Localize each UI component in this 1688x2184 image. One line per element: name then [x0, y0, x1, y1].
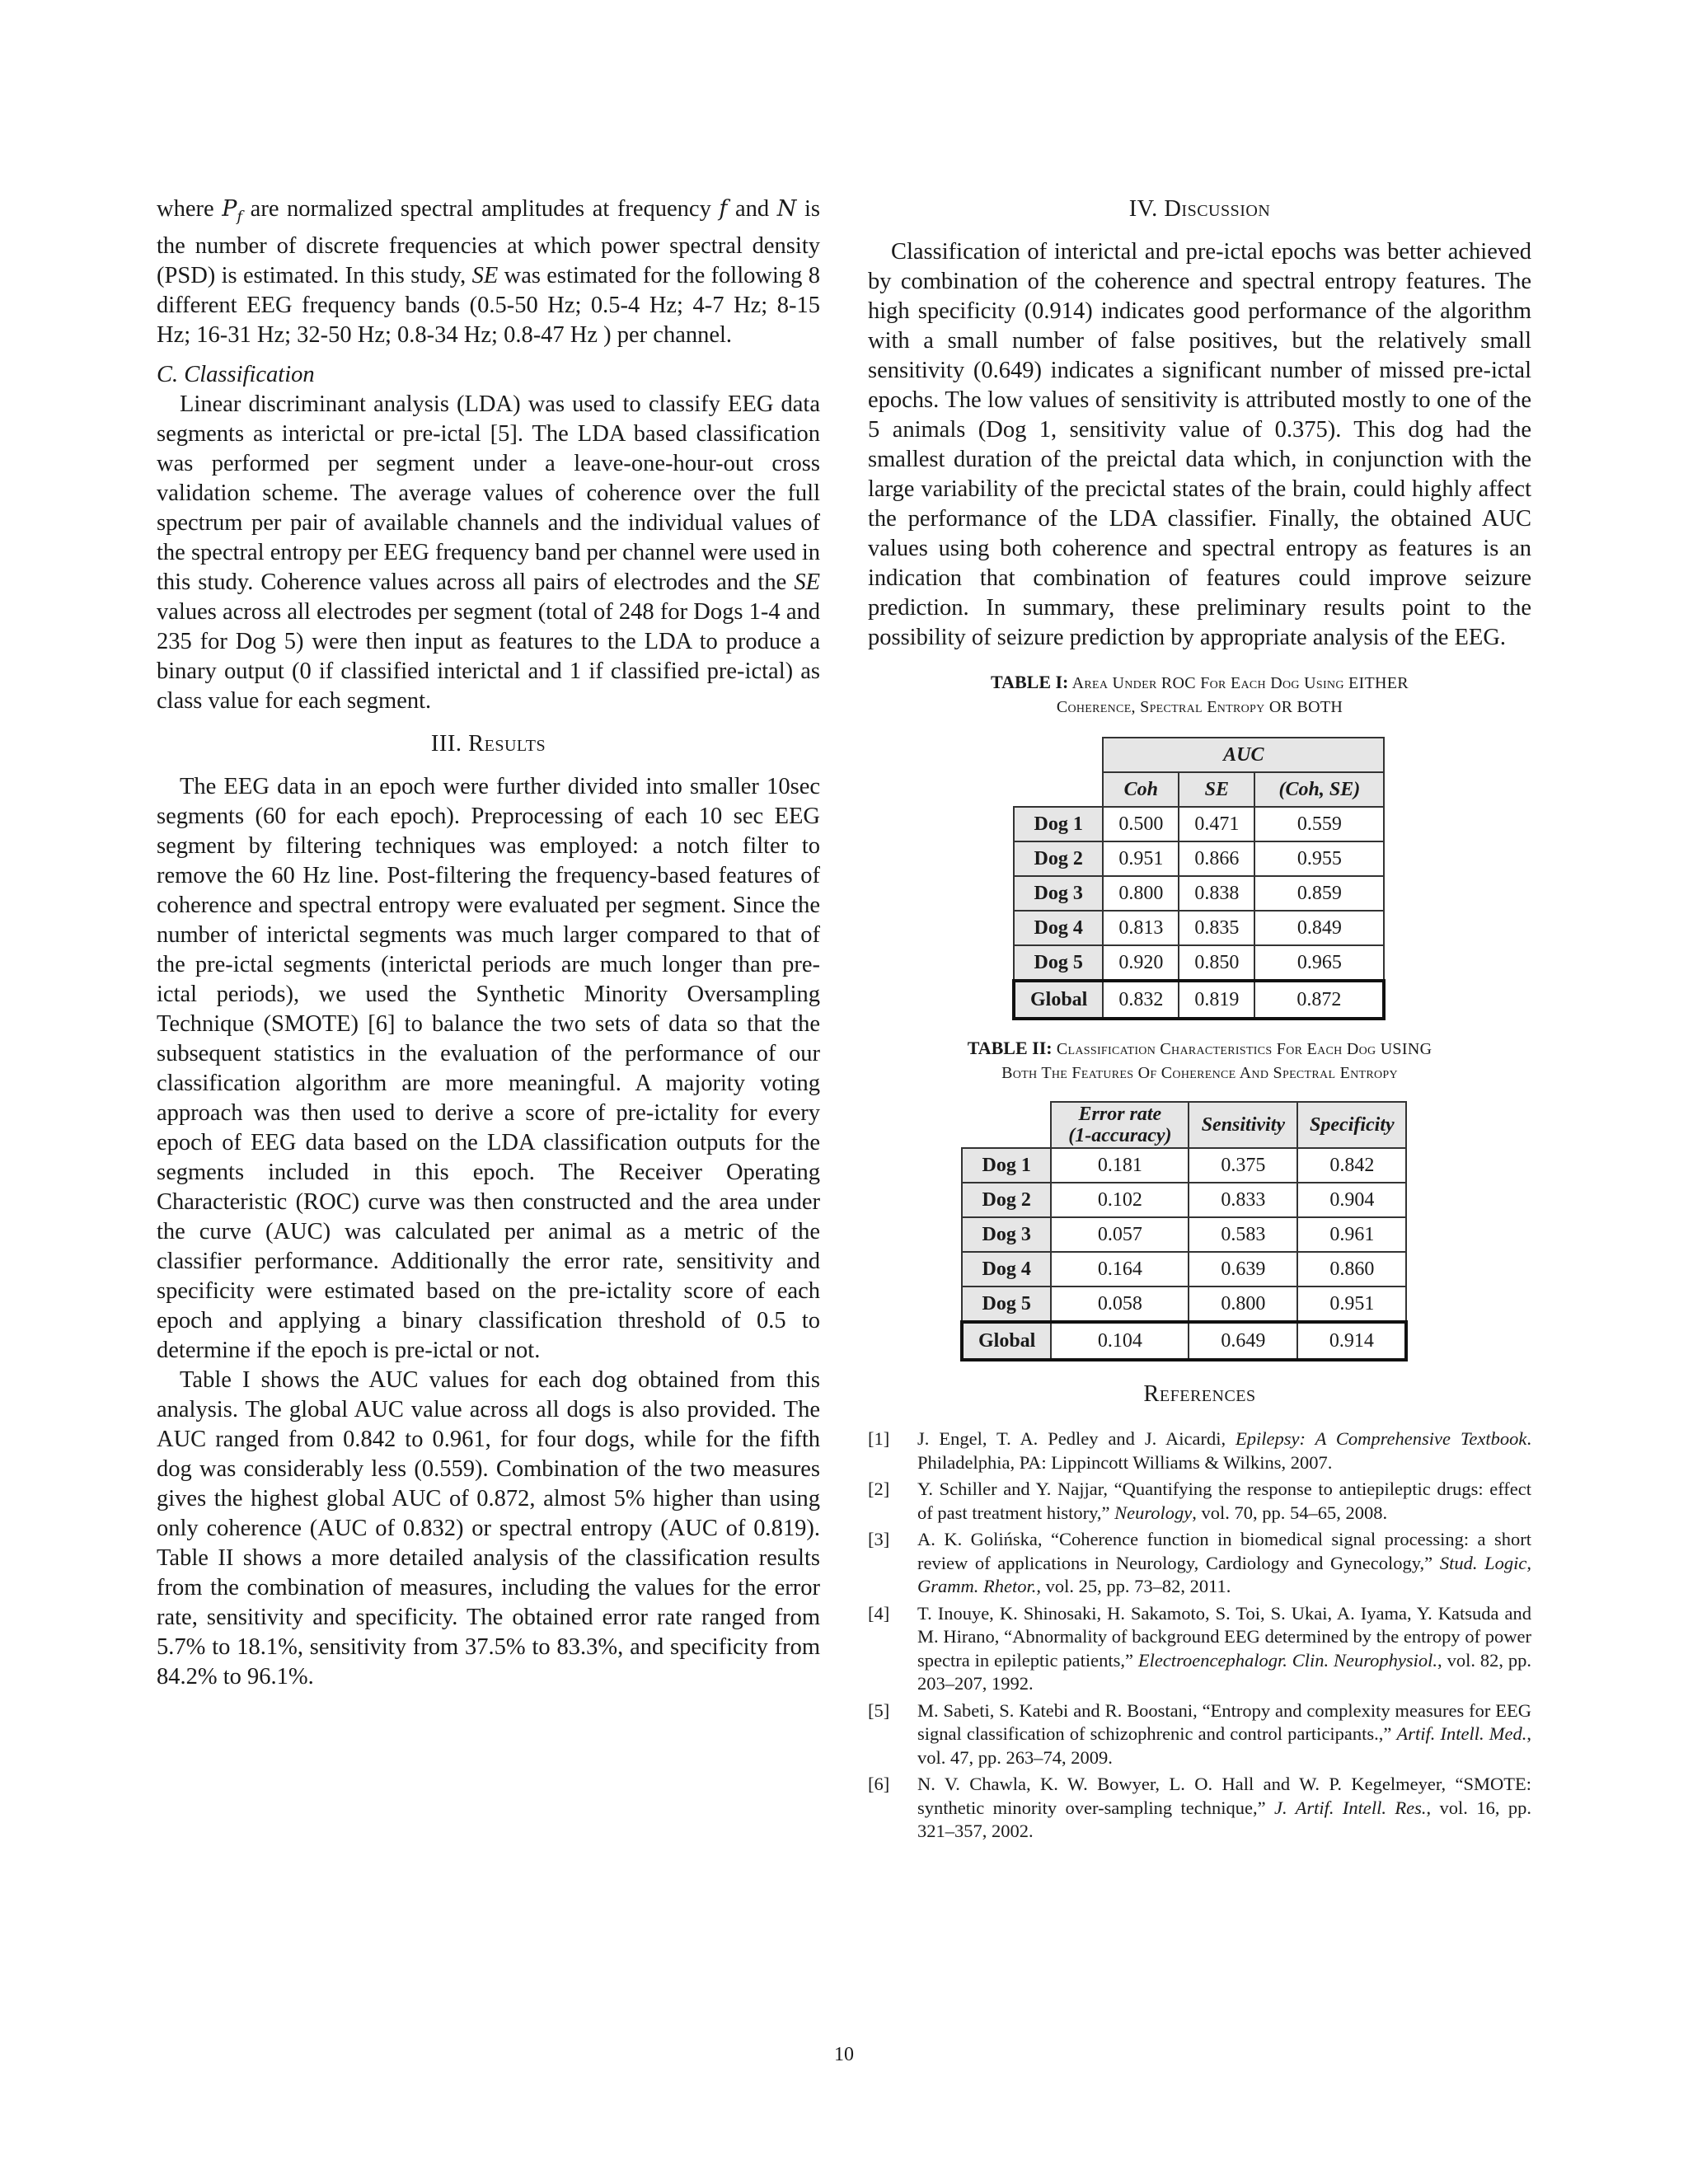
left-column: [157, 194, 820, 1692]
table-cell: 0.859: [1254, 876, 1384, 911]
table-cell: 0.800: [1103, 876, 1179, 911]
table-cell: 0.951: [1297, 1286, 1406, 1322]
table-row: [962, 1148, 1406, 1183]
table1-col-coh: Coh: [1103, 772, 1179, 807]
table2-column-header-row: [962, 1102, 1406, 1148]
table1-group-header-row: [1014, 738, 1384, 772]
table-cell: 0.872: [1254, 981, 1384, 1019]
table1-group-header: AUC: [1103, 738, 1384, 772]
table2-col-sensitivity: Sensitivity: [1189, 1102, 1297, 1148]
row-label: Dog 4: [962, 1252, 1051, 1286]
right-column: [868, 194, 1531, 1847]
table-cell: 0.914: [1297, 1322, 1406, 1360]
reference-item: [6] N. V. Chawla, K. W. Bowyer, L. O. Hall and W. P. Kegelmeyer, “SMOTE: synthetic minority over-sampling technique,” J. Artif. Intell. Res., vol. 16, pp. 321–357, 2002.: [868, 1774, 1531, 1841]
text-span: is the number of discrete frequencies at which power spectral density (PSD) is estimated. In this study,: [157, 196, 820, 289]
table-cell: 0.471: [1179, 807, 1254, 841]
table-cell: 0.375: [1189, 1148, 1297, 1183]
table-cell: 0.920: [1103, 945, 1179, 981]
row-label: Dog 1: [962, 1148, 1051, 1183]
table-row-global: [962, 1322, 1406, 1360]
table2-col-specificity: Specificity: [1297, 1102, 1406, 1148]
table-cell: 0.164: [1051, 1252, 1189, 1286]
page-number: 10: [834, 2044, 854, 2065]
table-row: [962, 1286, 1406, 1322]
table-cell: 0.583: [1189, 1217, 1297, 1252]
section-heading-results: III. Results: [430, 731, 546, 757]
table-cell: 0.860: [1297, 1252, 1406, 1286]
reference-item: [4] T. Inouye, K. Shinosaki, H. Sakamoto, S. Toi, S. Ukai, A. Iyama, Y. Katsuda and M. Hirano, “Abnormality of background EEG determined by the entropy of power spectra in epileptic patients,” Electroencephalogr. Clin. Neurophysiol., vol. 82, pp. 203–207, 1992.: [868, 1602, 1531, 1694]
math-pf: $P_f$: [222, 196, 243, 226]
table-cell: 0.832: [1103, 981, 1179, 1019]
paragraph-discussion: Classification of interictal and pre-ictal epochs was better achieved by combination of the coherence and spectral entropy features. The high specificity (0.914) indicates good performance of the algorithm with a small number of false positives, but the relatively small sensitivity (0.649) indicates a significant number of missed pre-ictal epochs. The low values of sensitivity is attributed mostly to one of the 5 animals (Dog 1, sensitivity value of 0.375). This dog had the smallest duration of the preictal data which, in conjunction with the large variability of the precictal states of the brain, could highly affect the performance of the LDA classifier. Finally, the obtained AUC values using both coherence and spectral entropy as features is an indication that combination of features could improve seizure prediction. In summary, these preliminary results point to the possibility of seizure prediction by appropriate analysis of the EEG.: [868, 239, 1531, 650]
reference-list: [868, 1427, 1531, 1844]
table-cell: 0.104: [1051, 1322, 1189, 1360]
table-cell: 0.559: [1254, 807, 1384, 841]
table-cell: 0.835: [1179, 911, 1254, 945]
reference-item: [2] Y. Schiller and Y. Najjar, “Quantifying the response to antiepileptic drugs: effect of past treatment history,” Neurology, vol. 70, pp. 54–65, 2008.: [868, 1479, 1531, 1523]
table-cell: 0.102: [1051, 1183, 1189, 1217]
table-cell: 0.800: [1189, 1286, 1297, 1322]
table-cell: 0.955: [1254, 841, 1384, 876]
row-label: Dog 5: [1014, 945, 1103, 981]
table-cell: 0.951: [1103, 841, 1179, 876]
math-n: N: [776, 196, 797, 222]
table1-caption: TABLE I: Area Under ROC For Each Dog Using EITHER Coherence, Spectral Entropy OR BOTH: [991, 672, 1409, 716]
table1-col-se: SE: [1179, 772, 1254, 807]
text-span: where: [157, 196, 214, 222]
row-label: Dog 1: [1014, 807, 1103, 841]
subsection-heading-classification: C. Classification: [157, 362, 315, 388]
table-row-global: [1014, 981, 1384, 1019]
reference-item: [1] J. Engel, T. A. Pedley and J. Aicardi, Epilepsy: A Comprehensive Textbook. Philadelphia, PA: Lippincott Williams & Wilkins, 2007.: [868, 1428, 1531, 1473]
paragraph-classification: Linear discriminant analysis (LDA) was used to classify EEG data segments as interictal or pre-ictal [5]. The LDA based classification was performed per segment under a leave-one-hour-out cross validation scheme. The average values of coherence over the full spectrum per pair of available channels and the individual values of the spectral entropy per EEG frequency band per channel were used in this study. Coherence values across all pairs of electrodes and the SE values across all electrodes per segment (total of 248 for Dogs 1-4 and 235 for Dog 5) were then input as features to the LDA to produce a binary output (0 if classified interictal and 1 if classified pre-ictal) as class value for each segment.: [157, 391, 820, 715]
row-label: Dog 2: [962, 1183, 1051, 1217]
text-span: are normalized spectral amplitudes at frequency: [242, 196, 720, 222]
table2-classification: [960, 1101, 1408, 1361]
section-heading-references: References: [1143, 1381, 1256, 1407]
table-cell: 0.961: [1297, 1217, 1406, 1252]
table-row: [1014, 876, 1384, 911]
table2-caption: TABLE II: Classification Characteristics For Each Dog USING Both The Features Of Coherence And Spectral Entropy: [967, 1038, 1432, 1082]
table-cell: 0.181: [1051, 1148, 1189, 1183]
table-cell: 0.842: [1297, 1148, 1406, 1183]
table-cell: 0.819: [1179, 981, 1254, 1019]
table1-auc: [1012, 737, 1386, 1020]
table-cell: 0.058: [1051, 1286, 1189, 1322]
row-label: Dog 2: [1014, 841, 1103, 876]
table-row: [1014, 945, 1384, 981]
table1-column-header-row: [1014, 772, 1384, 807]
table-row: [962, 1183, 1406, 1217]
row-label: Global: [962, 1322, 1051, 1360]
row-label: Dog 3: [1014, 876, 1103, 911]
row-label: Global: [1014, 981, 1103, 1019]
table-row: [1014, 841, 1384, 876]
row-label: Dog 3: [962, 1217, 1051, 1252]
table-cell: 0.813: [1103, 911, 1179, 945]
table-row: [1014, 911, 1384, 945]
row-label: Dog 4: [1014, 911, 1103, 945]
table-cell: 0.849: [1254, 911, 1384, 945]
reference-item: [3] A. K. Golińska, “Coherence function in biomedical signal processing: a short review of applications in Neurology, Cardiology and Gynecology,” Stud. Logic, Gramm. Rhetor., vol. 25, pp. 73–82, 2011.: [868, 1529, 1531, 1596]
table-cell: 0.639: [1189, 1252, 1297, 1286]
table1-col-both: (Coh, SE): [1254, 772, 1384, 807]
table-row: [962, 1252, 1406, 1286]
table-cell: 0.965: [1254, 945, 1384, 981]
table-cell: 0.057: [1051, 1217, 1189, 1252]
table-row: [1014, 807, 1384, 841]
italic-se: SE: [471, 263, 499, 289]
table-cell: 0.838: [1179, 876, 1254, 911]
table-cell: 0.904: [1297, 1183, 1406, 1217]
text-span: was estimated for the following 8 different EEG frequency bands (0.5-50 Hz; 0.5-4 Hz; 4-7 Hz; 8-15 Hz; 16-31 Hz; 32-50 Hz; 0.8-34 Hz; 0.8-47 Hz ) per channel.: [157, 263, 820, 349]
text-span: and: [727, 196, 777, 222]
paragraph-se-definition: [157, 194, 820, 350]
table-cell: 0.850: [1179, 945, 1254, 981]
reference-item: [5] M. Sabeti, S. Katebi and R. Boostani, “Entropy and complexity measures for EEG signal classification of schizophrenic and control participants.,” Artif. Intell. Med., vol. 47, pp. 263–74, 2009.: [868, 1699, 1532, 1768]
table-cell: 0.500: [1103, 807, 1179, 841]
math-f: f: [719, 196, 728, 222]
paragraph-results-summary: Table I shows the AUC values for each dog obtained from this analysis. The global AUC value across all dogs is also provided. The AUC ranged from 0.842 to 0.961, for four dogs, while for the fifth dog was considerably less (0.559). Combination of the two measures gives the highest global AUC of 0.872, almost 5% higher than using only coherence (AUC of 0.832) or spectral entropy (AUC of 0.819). Table II shows a more detailed analysis of the classification results from the combination of measures, including the values for the error rate, sensitivity and specificity. The obtained error rate ranged from 5.7% to 18.1%, sensitivity from 37.5% to 83.3%, and specificity from 84.2% to 96.1%.: [157, 1367, 820, 1690]
paragraph-results-method: The EEG data in an epoch were further divided into smaller 10sec segments (60 for each epoch). Preprocessing of each 10 sec EEG segment by filtering techniques was employed: a notch filter to remove the 60 Hz line. Post-filtering the frequency-based features of coherence and spectral entropy were evaluated per segment. Since the number of interictal segments was much larger compared to that of the pre-ictal segments (interictal periods are much longer than pre-ictal periods), we used the Synthetic Minority Oversampling Technique (SMOTE) [6] to balance the two sets of data so that the subsequent statistics in the evaluation of the performance of our classification algorithm are more meaningful. A majority voting approach was then used to derive a score of pre-ictality for every epoch of EEG data based on the LDA classification outputs for the segments included in this epoch. The Receiver Operating Characteristic (ROC) curve was then constructed and the area under the curve (AUC) was calculated per animal as a metric of the classifier performance. Additionally the error rate, sensitivity and specificity were estimated based on the pre-ictality score of each epoch and applying a binary classification threshold of 0.5 to determine if the epoch is pre-ictal or not.: [157, 774, 820, 1364]
table2-col-error-rate: Error rate (1-accuracy): [1051, 1102, 1189, 1148]
table-cell: 0.833: [1189, 1183, 1297, 1217]
row-label: Dog 5: [962, 1286, 1051, 1322]
table-cell: 0.649: [1189, 1322, 1297, 1360]
section-heading-discussion: IV. Discussion: [1128, 196, 1271, 222]
table-row: [962, 1217, 1406, 1252]
table-cell: 0.866: [1179, 841, 1254, 876]
